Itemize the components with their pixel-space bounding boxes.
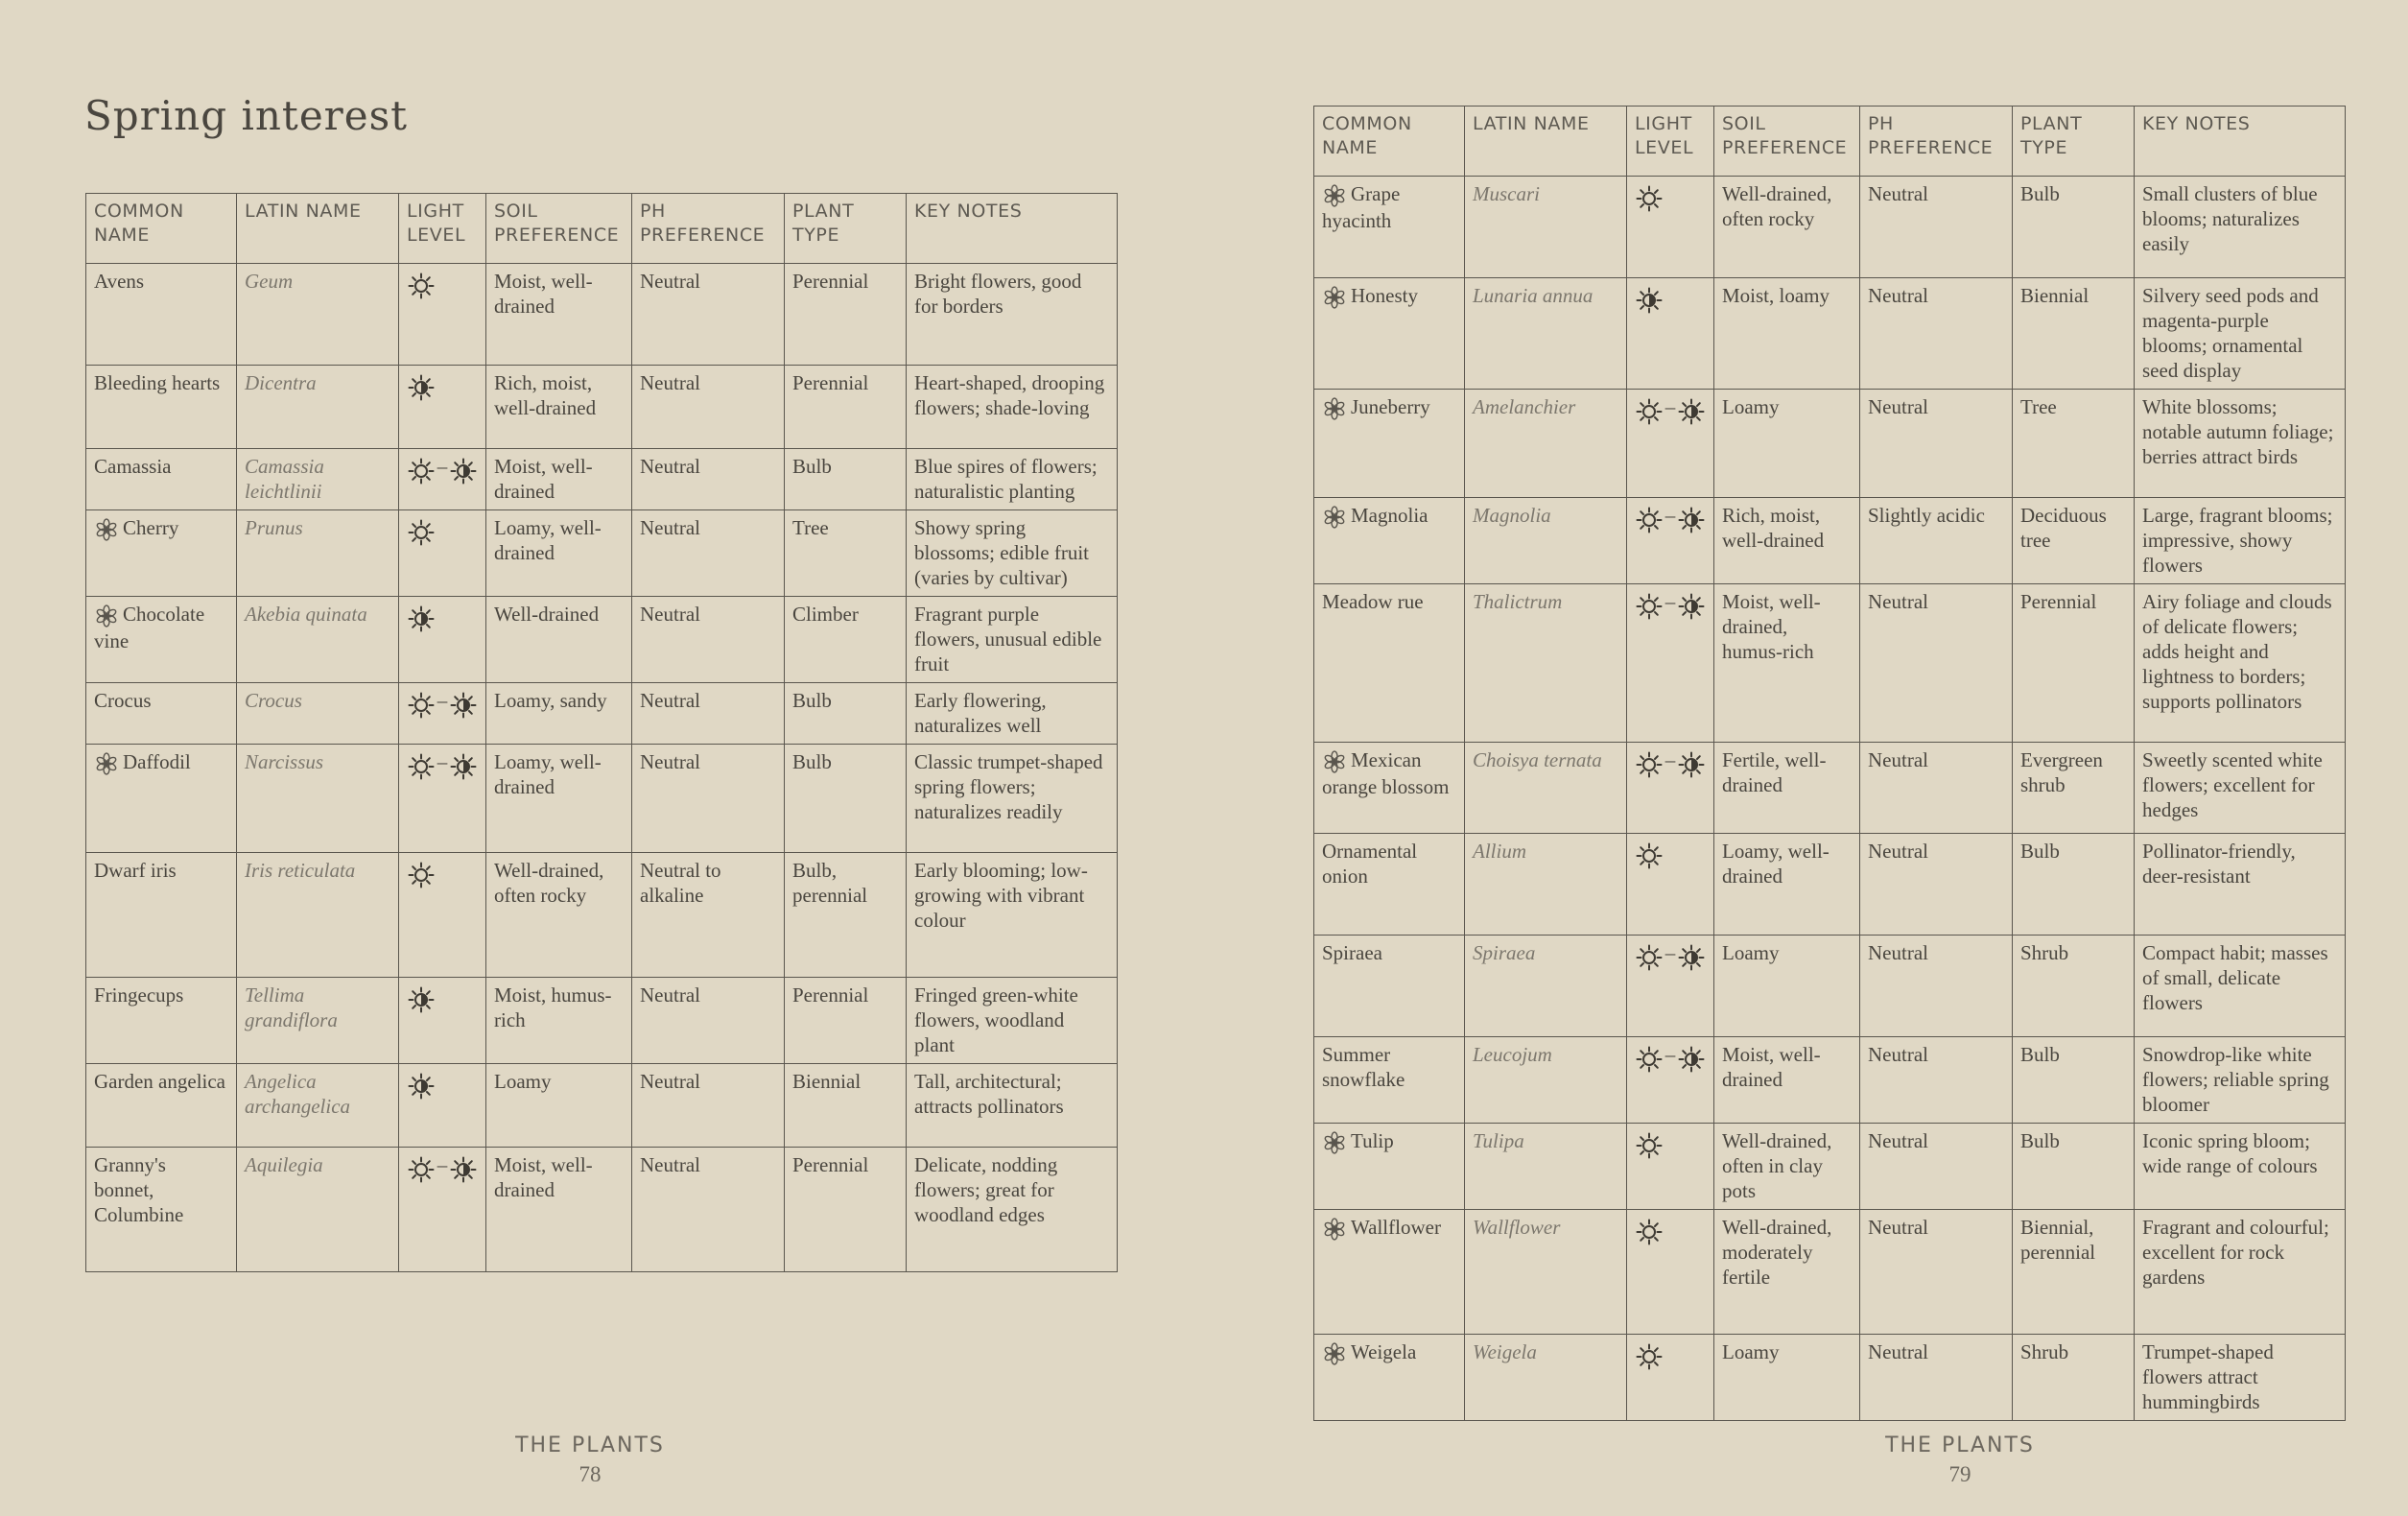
spring-interest-table-right — [1313, 106, 2346, 1421]
common-name: Cherry — [123, 516, 179, 539]
ph-preference: Neutral to alkaline — [632, 853, 785, 978]
range-dash: – — [1664, 1043, 1676, 1066]
light-level — [1627, 584, 1714, 743]
latin-name: Camassia leichtlinii — [237, 449, 399, 510]
flower-icon — [94, 604, 119, 628]
light-level — [1627, 743, 1714, 834]
key-notes: Sweetly scented white flowers; excellent for hedges — [2135, 743, 2346, 834]
ph-preference: Neutral — [1860, 743, 2013, 834]
table-row — [1314, 1124, 2346, 1210]
range-dash: – — [437, 750, 448, 773]
ph-preference: Neutral — [632, 978, 785, 1064]
table-row — [86, 1148, 1118, 1272]
ph-preference: Neutral — [632, 510, 785, 597]
common-name: Tulip — [1351, 1129, 1394, 1152]
table-row — [1314, 177, 2346, 278]
table-row — [1314, 278, 2346, 390]
light-level — [1627, 278, 1714, 390]
key-notes: Airy foliage and clouds of delicate flowers; adds height and lightness to borders; supports pollinators — [2135, 584, 2346, 743]
page-footer — [446, 1433, 734, 1490]
page-number: 78 — [578, 1462, 602, 1486]
ph-preference: Neutral — [1860, 278, 2013, 390]
partial-shade-icon — [407, 985, 436, 1014]
ph-preference: Neutral — [632, 449, 785, 510]
plant-type: Bulb — [785, 449, 907, 510]
table-header-row — [86, 194, 1118, 264]
plant-type: Shrub — [2013, 1335, 2135, 1421]
light-level — [1627, 498, 1714, 584]
key-notes: Early flowering, naturalizes well — [907, 683, 1118, 745]
plant-type: Biennial — [785, 1064, 907, 1148]
soil-preference: Loamy, well-drained — [486, 510, 632, 597]
partial-shade-icon — [449, 457, 478, 486]
latin-name: Spiraea — [1465, 936, 1627, 1037]
ph-preference: Neutral — [1860, 1124, 2013, 1210]
page-footer — [1816, 1433, 2104, 1490]
range-dash: – — [437, 455, 448, 478]
range-dash: – — [1664, 504, 1676, 527]
common-name-cell — [1314, 743, 1465, 834]
common-name: Avens — [94, 270, 145, 293]
header-latin-name: LATIN NAME — [237, 194, 399, 264]
plant-type: Bulb, perennial — [785, 853, 907, 978]
full-sun-icon — [407, 861, 436, 889]
light-level — [399, 683, 486, 745]
soil-preference: Moist, well-drained, humus-rich — [1714, 584, 1860, 743]
common-name-cell — [1314, 390, 1465, 498]
key-notes: Small clusters of blue blooms; naturalizes easily — [2135, 177, 2346, 278]
header-ph-preference: PH PREFERENCE — [1860, 107, 2013, 177]
partial-shade-icon — [1677, 1045, 1706, 1074]
table-row — [86, 264, 1118, 366]
light-level — [399, 597, 486, 683]
spring-interest-table-left — [85, 193, 1118, 1272]
table-body — [1314, 177, 2346, 1421]
partial-shade-icon — [1677, 592, 1706, 621]
soil-preference: Well-drained — [486, 597, 632, 683]
common-name: Granny's bonnet, Columbine — [94, 1153, 184, 1226]
plant-type: Perennial — [2013, 584, 2135, 743]
light-level — [399, 366, 486, 449]
ph-preference: Neutral — [632, 745, 785, 853]
ph-preference: Neutral — [1860, 177, 2013, 278]
ph-preference: Neutral — [632, 683, 785, 745]
header-key-notes: KEY NOTES — [907, 194, 1118, 264]
common-name: Wallflower — [1351, 1216, 1441, 1239]
header-common-name: COMMON NAME — [1314, 107, 1465, 177]
soil-preference: Loamy, well-drained — [1714, 834, 1860, 936]
range-dash: – — [437, 689, 448, 712]
table-row — [86, 597, 1118, 683]
full-sun-icon — [1635, 1218, 1664, 1246]
table-row — [1314, 834, 2346, 936]
light-level — [1627, 177, 1714, 278]
latin-name: Thalictrum — [1465, 584, 1627, 743]
flower-icon — [1322, 396, 1347, 421]
light-level — [1627, 834, 1714, 936]
full-sun-icon — [1635, 750, 1664, 779]
key-notes: Pollinator-friendly, deer-resistant — [2135, 834, 2346, 936]
soil-preference: Rich, moist, well-drained — [486, 366, 632, 449]
soil-preference: Loamy — [1714, 390, 1860, 498]
key-notes: Large, fragrant blooms; impressive, showy flowers — [2135, 498, 2346, 584]
full-sun-icon — [1635, 1131, 1664, 1160]
full-sun-icon — [1635, 397, 1664, 426]
ph-preference: Neutral — [1860, 834, 2013, 936]
range-dash: – — [1664, 395, 1676, 418]
flower-icon — [1322, 749, 1347, 774]
common-name: Summer snowflake — [1322, 1043, 1405, 1091]
plant-type: Perennial — [785, 264, 907, 366]
header-plant-type: PLANT TYPE — [785, 194, 907, 264]
latin-name: Narcissus — [237, 745, 399, 853]
full-sun-icon — [407, 518, 436, 547]
key-notes: Tall, architectural; attracts pollinators — [907, 1064, 1118, 1148]
header-light-level: LIGHT LEVEL — [399, 194, 486, 264]
range-dash: – — [1664, 941, 1676, 964]
common-name-cell — [1314, 1335, 1465, 1421]
soil-preference: Fertile, well-drained — [1714, 743, 1860, 834]
table-row — [86, 745, 1118, 853]
light-level — [1627, 1335, 1714, 1421]
table-row — [86, 683, 1118, 745]
plant-type: Evergreen shrub — [2013, 743, 2135, 834]
partial-shade-icon — [1677, 397, 1706, 426]
common-name-cell — [86, 366, 237, 449]
plant-type: Biennial, perennial — [2013, 1210, 2135, 1335]
soil-preference: Moist, humus-rich — [486, 978, 632, 1064]
key-notes: Classic trumpet-shaped spring flowers; naturalizes readily — [907, 745, 1118, 853]
common-name: Garden angelica — [94, 1070, 226, 1093]
latin-name: Weigela — [1465, 1335, 1627, 1421]
light-level — [399, 745, 486, 853]
common-name: Mexican orange blossom — [1322, 748, 1450, 798]
header-soil-preference: SOIL PREFERENCE — [486, 194, 632, 264]
light-level — [399, 1064, 486, 1148]
full-sun-icon — [1635, 1045, 1664, 1074]
latin-name: Dicentra — [237, 366, 399, 449]
flower-icon — [1322, 1341, 1347, 1366]
plant-type: Biennial — [2013, 278, 2135, 390]
full-sun-icon — [407, 752, 436, 781]
table-row — [86, 366, 1118, 449]
header-common-name: COMMON NAME — [86, 194, 237, 264]
table-row — [86, 510, 1118, 597]
soil-preference: Moist, well-drained — [486, 1148, 632, 1272]
latin-name: Tellima grandiflora — [237, 978, 399, 1064]
partial-shade-icon — [449, 752, 478, 781]
header-key-notes: KEY NOTES — [2135, 107, 2346, 177]
ph-preference: Neutral — [632, 1064, 785, 1148]
table-row — [86, 1064, 1118, 1148]
light-level — [399, 449, 486, 510]
latin-name: Lunaria annua — [1465, 278, 1627, 390]
latin-name: Wallflower — [1465, 1210, 1627, 1335]
latin-name: Tulipa — [1465, 1124, 1627, 1210]
soil-preference: Moist, well-drained — [1714, 1037, 1860, 1124]
ph-preference: Neutral — [632, 1148, 785, 1272]
table-row — [1314, 743, 2346, 834]
key-notes: Early blooming; low-growing with vibrant colour — [907, 853, 1118, 978]
plant-type: Tree — [2013, 390, 2135, 498]
footer-section-title: THE PLANTS — [1885, 1433, 2035, 1457]
latin-name: Choisya ternata — [1465, 743, 1627, 834]
table-row — [86, 449, 1118, 510]
flower-icon — [94, 751, 119, 776]
header-soil-preference: SOIL PREFERENCE — [1714, 107, 1860, 177]
light-level — [399, 1148, 486, 1272]
plant-type: Bulb — [2013, 177, 2135, 278]
ph-preference: Neutral — [632, 597, 785, 683]
table-header-row — [1314, 107, 2346, 177]
ph-preference: Neutral — [1860, 936, 2013, 1037]
common-name-cell — [1314, 278, 1465, 390]
latin-name: Geum — [237, 264, 399, 366]
common-name: Chocolate vine — [94, 603, 205, 652]
plant-type: Perennial — [785, 366, 907, 449]
soil-preference: Well-drained, often rocky — [1714, 177, 1860, 278]
light-level — [1627, 1037, 1714, 1124]
common-name: Fringecups — [94, 983, 184, 1007]
common-name-cell — [86, 683, 237, 745]
latin-name: Akebia quinata — [237, 597, 399, 683]
partial-shade-icon — [407, 604, 436, 633]
range-dash: – — [1664, 590, 1676, 613]
common-name-cell — [1314, 1210, 1465, 1335]
plant-type: Bulb — [785, 745, 907, 853]
common-name: Daffodil — [123, 750, 191, 773]
key-notes: Fringed green-white flowers, woodland plant — [907, 978, 1118, 1064]
common-name: Honesty — [1351, 284, 1418, 307]
table-row — [1314, 390, 2346, 498]
partial-shade-icon — [407, 373, 436, 402]
light-level — [1627, 1124, 1714, 1210]
soil-preference: Moist, loamy — [1714, 278, 1860, 390]
latin-name: Amelanchier — [1465, 390, 1627, 498]
ph-preference: Neutral — [632, 366, 785, 449]
range-dash: – — [437, 1153, 448, 1176]
common-name-cell — [86, 1148, 237, 1272]
key-notes: Snowdrop-like white flowers; reliable spring bloomer — [2135, 1037, 2346, 1124]
table-row — [1314, 1335, 2346, 1421]
right-page — [1204, 0, 2408, 1516]
key-notes: Bright flowers, good for borders — [907, 264, 1118, 366]
footer-section-title: THE PLANTS — [515, 1433, 665, 1457]
plant-type: Perennial — [785, 1148, 907, 1272]
plant-type: Bulb — [785, 683, 907, 745]
common-name-cell — [86, 597, 237, 683]
common-name: Grape hyacinth — [1322, 182, 1401, 232]
common-name: Magnolia — [1351, 504, 1428, 527]
flower-icon — [1322, 285, 1347, 310]
common-name-cell — [1314, 1037, 1465, 1124]
header-ph-preference: PH PREFERENCE — [632, 194, 785, 264]
soil-preference: Well-drained, often rocky — [486, 853, 632, 978]
soil-preference: Well-drained, moderately fertile — [1714, 1210, 1860, 1335]
flower-icon — [1322, 183, 1347, 208]
plant-type: Bulb — [2013, 834, 2135, 936]
ph-preference: Neutral — [632, 264, 785, 366]
ph-preference: Neutral — [1860, 390, 2013, 498]
common-name-cell — [86, 978, 237, 1064]
plant-type: Bulb — [2013, 1037, 2135, 1124]
latin-name: Prunus — [237, 510, 399, 597]
plant-type: Tree — [785, 510, 907, 597]
common-name-cell — [1314, 498, 1465, 584]
light-level — [399, 978, 486, 1064]
soil-preference: Loamy — [1714, 1335, 1860, 1421]
common-name: Spiraea — [1322, 941, 1382, 964]
soil-preference: Loamy — [1714, 936, 1860, 1037]
full-sun-icon — [407, 457, 436, 486]
soil-preference: Loamy, sandy — [486, 683, 632, 745]
range-dash: – — [1664, 748, 1676, 771]
plant-type: Shrub — [2013, 936, 2135, 1037]
light-level — [1627, 1210, 1714, 1335]
common-name: Dwarf iris — [94, 859, 177, 882]
flower-icon — [1322, 1217, 1347, 1242]
plant-type: Perennial — [785, 978, 907, 1064]
partial-shade-icon — [1677, 943, 1706, 972]
common-name-cell — [86, 264, 237, 366]
soil-preference: Loamy, well-drained — [486, 745, 632, 853]
ph-preference: Neutral — [1860, 1037, 2013, 1124]
page-title: Spring interest — [84, 92, 409, 139]
table-body — [86, 264, 1118, 1272]
plant-type: Bulb — [2013, 1124, 2135, 1210]
common-name-cell — [1314, 936, 1465, 1037]
header-light-level: LIGHT LEVEL — [1627, 107, 1714, 177]
flower-icon — [94, 517, 119, 542]
table-row — [86, 978, 1118, 1064]
latin-name: Angelica archangelica — [237, 1064, 399, 1148]
latin-name: Allium — [1465, 834, 1627, 936]
partial-shade-icon — [1677, 750, 1706, 779]
partial-shade-icon — [1677, 506, 1706, 534]
full-sun-icon — [1635, 506, 1664, 534]
common-name-cell — [86, 1064, 237, 1148]
ph-preference: Slightly acidic — [1860, 498, 2013, 584]
light-level — [399, 510, 486, 597]
light-level — [399, 853, 486, 978]
plant-type: Deciduous tree — [2013, 498, 2135, 584]
header-plant-type: PLANT TYPE — [2013, 107, 2135, 177]
table-row — [1314, 1210, 2346, 1335]
latin-name: Muscari — [1465, 177, 1627, 278]
soil-preference: Moist, well-drained — [486, 264, 632, 366]
latin-name: Aquilegia — [237, 1148, 399, 1272]
common-name: Ornamental onion — [1322, 840, 1418, 888]
page-number: 79 — [1948, 1462, 1971, 1486]
light-level — [1627, 390, 1714, 498]
full-sun-icon — [1635, 184, 1664, 213]
key-notes: Iconic spring bloom; wide range of colours — [2135, 1124, 2346, 1210]
table-row — [1314, 1037, 2346, 1124]
latin-name: Leucojum — [1465, 1037, 1627, 1124]
key-notes: Fragrant purple flowers, unusual edible fruit — [907, 597, 1118, 683]
full-sun-icon — [407, 272, 436, 300]
table-row — [86, 853, 1118, 978]
key-notes: Showy spring blossoms; edible fruit (varies by cultivar) — [907, 510, 1118, 597]
common-name: Juneberry — [1351, 395, 1430, 418]
ph-preference: Neutral — [1860, 584, 2013, 743]
latin-name: Iris reticulata — [237, 853, 399, 978]
flower-icon — [1322, 1130, 1347, 1155]
plant-type: Climber — [785, 597, 907, 683]
common-name: Meadow rue — [1322, 590, 1424, 613]
common-name-cell — [1314, 584, 1465, 743]
key-notes: Blue spires of flowers; naturalistic planting — [907, 449, 1118, 510]
table-row — [1314, 936, 2346, 1037]
full-sun-icon — [1635, 592, 1664, 621]
table-row — [1314, 498, 2346, 584]
flower-icon — [1322, 505, 1347, 530]
latin-name: Magnolia — [1465, 498, 1627, 584]
soil-preference: Rich, moist, well-drained — [1714, 498, 1860, 584]
full-sun-icon — [407, 691, 436, 720]
key-notes: Fragrant and colourful; excellent for rock gardens — [2135, 1210, 2346, 1335]
key-notes: White blossoms; notable autumn foliage; berries attract birds — [2135, 390, 2346, 498]
light-level — [1627, 936, 1714, 1037]
common-name: Weigela — [1351, 1340, 1417, 1363]
soil-preference: Loamy — [486, 1064, 632, 1148]
light-level — [399, 264, 486, 366]
partial-shade-icon — [1635, 286, 1664, 315]
soil-preference: Well-drained, often in clay pots — [1714, 1124, 1860, 1210]
key-notes: Silvery seed pods and magenta-purple blooms; ornamental seed display — [2135, 278, 2346, 390]
common-name-cell — [86, 853, 237, 978]
full-sun-icon — [1635, 841, 1664, 870]
ph-preference: Neutral — [1860, 1210, 2013, 1335]
full-sun-icon — [407, 1155, 436, 1184]
common-name-cell — [86, 510, 237, 597]
common-name: Bleeding hearts — [94, 371, 221, 394]
header-latin-name: LATIN NAME — [1465, 107, 1627, 177]
full-sun-icon — [1635, 943, 1664, 972]
key-notes: Heart-shaped, drooping flowers; shade-loving — [907, 366, 1118, 449]
partial-shade-icon — [449, 1155, 478, 1184]
common-name-cell — [1314, 1124, 1465, 1210]
common-name: Crocus — [94, 689, 152, 712]
common-name: Camassia — [94, 455, 172, 478]
key-notes: Trumpet-shaped flowers attract hummingbirds — [2135, 1335, 2346, 1421]
key-notes: Delicate, nodding flowers; great for woodland edges — [907, 1148, 1118, 1272]
partial-shade-icon — [449, 691, 478, 720]
full-sun-icon — [1635, 1342, 1664, 1371]
table-row — [1314, 584, 2346, 743]
common-name-cell — [1314, 834, 1465, 936]
partial-shade-icon — [407, 1072, 436, 1101]
common-name-cell — [86, 449, 237, 510]
latin-name: Crocus — [237, 683, 399, 745]
common-name-cell — [1314, 177, 1465, 278]
common-name-cell — [86, 745, 237, 853]
soil-preference: Moist, well-drained — [486, 449, 632, 510]
ph-preference: Neutral — [1860, 1335, 2013, 1421]
key-notes: Compact habit; masses of small, delicate flowers — [2135, 936, 2346, 1037]
